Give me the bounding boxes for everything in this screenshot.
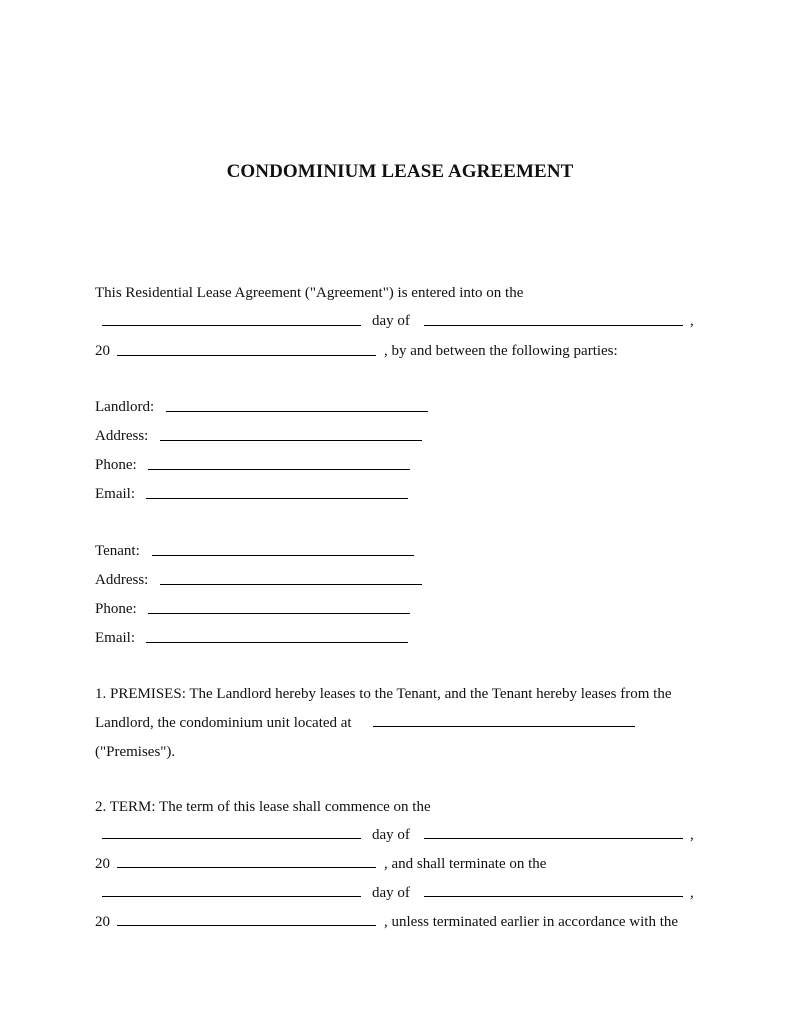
tenant-email-label: Email:: [95, 630, 135, 646]
premises-line-1: 1. PREMISES: The Landlord hereby leases to the Tenant, and the Tenant hereby leases from the: [95, 686, 672, 702]
agreement-day-field[interactable]: [102, 325, 361, 326]
agreement-month-field[interactable]: [424, 325, 683, 326]
intro-parties-text: , by and between the following parties:: [384, 343, 618, 359]
term-end-month-field[interactable]: [424, 896, 683, 897]
term-end-day-of-label: day of: [372, 885, 410, 901]
tenant-phone-field[interactable]: [148, 613, 410, 614]
term-start-day-field[interactable]: [102, 838, 361, 839]
premises-line-2: Landlord, the condominium unit located at: [95, 715, 352, 731]
agreement-year-field[interactable]: [117, 355, 376, 356]
tenant-name-field[interactable]: [152, 555, 414, 556]
term-unless-text: , unless terminated earlier in accordance with the: [384, 914, 679, 930]
landlord-address-field[interactable]: [160, 440, 422, 441]
premises-address-field[interactable]: [373, 726, 635, 727]
tenant-email-field[interactable]: [146, 642, 408, 643]
tenant-name-label: Tenant:: [95, 543, 140, 559]
document-title: CONDOMINIUM LEASE AGREEMENT: [226, 161, 574, 182]
landlord-name-label: Landlord:: [95, 399, 155, 415]
term-start-month-field[interactable]: [424, 838, 683, 839]
term-heading: 2. TERM: The term of this lease shall commence on the: [95, 799, 431, 815]
intro-day-of-label: day of: [372, 313, 410, 329]
term-end-comma: ,: [690, 885, 694, 901]
intro-opening-text: This Residential Lease Agreement ("Agreement") is entered into on the: [95, 285, 524, 301]
term-start-comma: ,: [690, 827, 694, 843]
term-start-day-of-label: day of: [372, 827, 410, 843]
term-terminate-text: , and shall terminate on the: [384, 856, 547, 872]
tenant-address-field[interactable]: [160, 584, 422, 585]
landlord-phone-field[interactable]: [148, 469, 410, 470]
landlord-address-label: Address:: [95, 428, 149, 444]
landlord-email-label: Email:: [95, 486, 135, 502]
landlord-email-field[interactable]: [146, 498, 408, 499]
term-end-year-prefix: 20: [95, 914, 110, 930]
intro-year-prefix: 20: [95, 343, 110, 359]
term-start-year-field[interactable]: [117, 867, 376, 868]
intro-comma: ,: [690, 313, 694, 329]
term-start-year-prefix: 20: [95, 856, 110, 872]
landlord-phone-label: Phone:: [95, 457, 137, 473]
premises-line-3: ("Premises").: [95, 744, 176, 760]
landlord-name-field[interactable]: [166, 411, 428, 412]
term-end-year-field[interactable]: [117, 925, 376, 926]
tenant-phone-label: Phone:: [95, 601, 137, 617]
tenant-address-label: Address:: [95, 572, 149, 588]
term-end-day-field[interactable]: [102, 896, 361, 897]
